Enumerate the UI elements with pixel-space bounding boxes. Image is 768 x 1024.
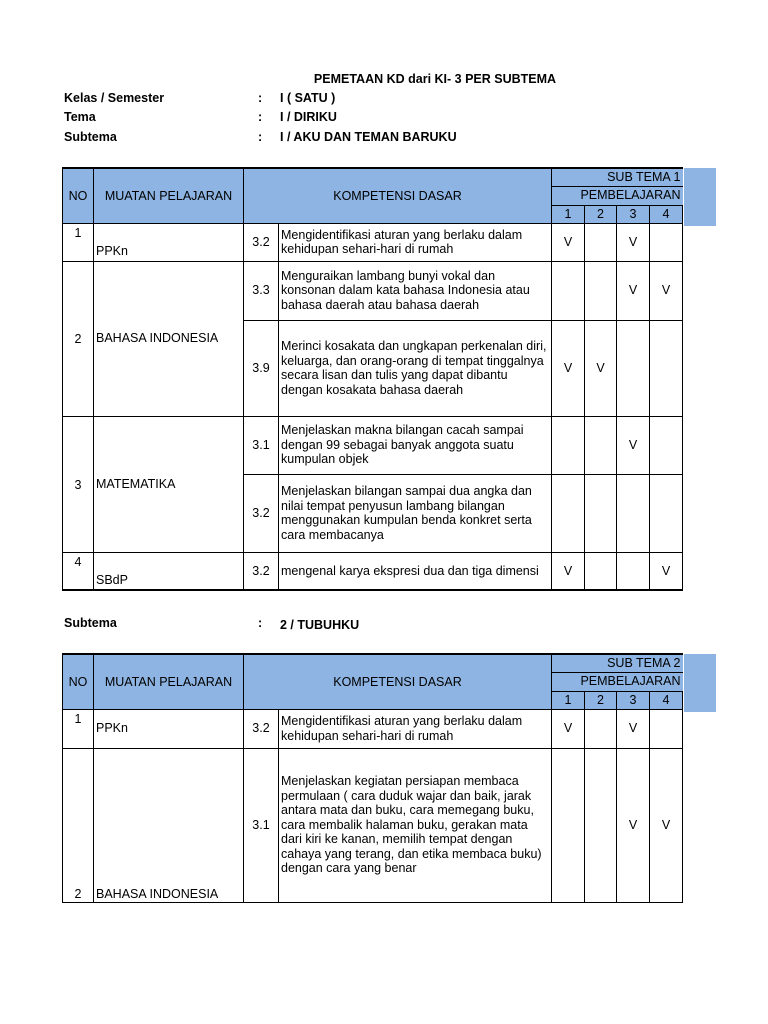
row-no: 2 xyxy=(63,748,94,902)
tema-label: Tema xyxy=(64,110,96,124)
row-no: 1 xyxy=(63,709,94,748)
check-p4 xyxy=(650,416,683,474)
kd-code: 3.3 xyxy=(244,261,279,320)
header-p2: 2 xyxy=(585,691,617,709)
header-kd: KOMPETENSI DASAR xyxy=(244,654,552,709)
check-p1: V xyxy=(552,223,585,261)
kd-code: 3.2 xyxy=(244,223,279,261)
check-p2 xyxy=(585,223,617,261)
kd-text: Merinci kosakata dan ungkapan perkenalan diri, keluarga, dan orang-orang di tempat tinggalnya secara lisan dan tulis yang dapat dibantu dengan kosakata bahasa daerah xyxy=(279,320,552,416)
kd-text: Menguraikan lambang bunyi vokal dan konsonan dalam kata bahasa Indonesia atau bahasa daerah atau bahasa daerah xyxy=(279,261,552,320)
check-p1 xyxy=(552,748,585,902)
row-no: 3 xyxy=(63,416,94,552)
check-p3: V xyxy=(617,416,650,474)
check-p4: V xyxy=(650,261,683,320)
kd-code: 3.1 xyxy=(244,416,279,474)
check-p1 xyxy=(552,416,585,474)
kd-text: Menjelaskan makna bilangan cacah sampai dengan 99 sebagai banyak anggota suatu kumpulan objek xyxy=(279,416,552,474)
kd-code: 3.2 xyxy=(244,474,279,552)
colon: : xyxy=(258,616,263,630)
header-p2: 2 xyxy=(585,205,617,223)
colon: : xyxy=(258,110,263,124)
kd-code: 3.9 xyxy=(244,320,279,416)
header-p3: 3 xyxy=(617,691,650,709)
table-row xyxy=(63,552,683,590)
check-p3: V xyxy=(617,261,650,320)
row-muatan: SBdP xyxy=(94,552,244,590)
row-muatan: PPKn xyxy=(94,709,244,748)
check-p1: V xyxy=(552,709,585,748)
header-pembelajaran: PEMBELAJARAN xyxy=(552,186,683,205)
kd-code: 3.2 xyxy=(244,709,279,748)
check-p2 xyxy=(585,416,617,474)
check-p4: V xyxy=(650,748,683,902)
check-p3: V xyxy=(617,748,650,902)
check-p2 xyxy=(585,552,617,590)
header-extension xyxy=(684,168,716,226)
header-p4: 4 xyxy=(650,691,683,709)
subtema-value: I / AKU DAN TEMAN BARUKU xyxy=(280,130,457,144)
check-p2: V xyxy=(585,320,617,416)
check-p2 xyxy=(585,474,617,552)
row-muatan: MATEMATIKA xyxy=(94,416,244,552)
header-pembelajaran: PEMBELAJARAN xyxy=(552,672,683,691)
table-row xyxy=(63,748,683,902)
check-p2 xyxy=(585,261,617,320)
kd-text: Mengidentifikasi aturan yang berlaku dalam kehidupan sehari-hari di rumah xyxy=(279,709,552,748)
check-p4 xyxy=(650,320,683,416)
header-p1: 1 xyxy=(552,691,585,709)
kelas-value: I ( SATU ) xyxy=(280,91,336,105)
header-p1: 1 xyxy=(552,205,585,223)
header-muatan: MUATAN PELAJARAN xyxy=(94,654,244,709)
header-no: NO xyxy=(63,654,94,709)
check-p1 xyxy=(552,474,585,552)
row-no: 4 xyxy=(63,552,94,590)
header-no: NO xyxy=(63,168,94,223)
check-p4 xyxy=(650,709,683,748)
colon: : xyxy=(258,130,263,144)
kd-table-subtema-2 xyxy=(62,653,683,903)
check-p1: V xyxy=(552,552,585,590)
header-p3: 3 xyxy=(617,205,650,223)
row-muatan: BAHASA INDONESIA xyxy=(94,261,244,416)
kd-table-subtema-1 xyxy=(62,167,683,591)
check-p2 xyxy=(585,709,617,748)
kd-text: Menjelaskan kegiatan persiapan membaca permulaan ( cara duduk wajar dan baik, jarak antara mata dan buku, cara memegang buku, cara membalik halaman buku, gerakan mata dari kiri ke kanan, memilih tempat dengan cahaya yang terang, dan etika membaca buku) dengan cara yang benar xyxy=(279,748,552,902)
kd-text: mengenal karya ekspresi dua dan tiga dimensi xyxy=(279,552,552,590)
check-p1: V xyxy=(552,320,585,416)
row-no: 1 xyxy=(63,223,94,261)
check-p3 xyxy=(617,474,650,552)
table-row xyxy=(63,416,683,474)
row-muatan: PPKn xyxy=(94,223,244,261)
tema-value: I / DIRIKU xyxy=(280,110,337,124)
check-p1 xyxy=(552,261,585,320)
check-p3 xyxy=(617,552,650,590)
subtema-label: Subtema xyxy=(64,130,117,144)
table-row xyxy=(63,223,683,261)
kd-code: 3.1 xyxy=(244,748,279,902)
check-p3: V xyxy=(617,223,650,261)
header-muatan: MUATAN PELAJARAN xyxy=(94,168,244,223)
header-kd: KOMPETENSI DASAR xyxy=(244,168,552,223)
check-p4 xyxy=(650,223,683,261)
kd-text: Menjelaskan bilangan sampai dua angka dan nilai tempat penyusun lambang bilangan menggunakan kumpulan benda konkret serta cara membacanya xyxy=(279,474,552,552)
subtema2-value: 2 / TUBUHKU xyxy=(280,618,360,632)
kd-code: 3.2 xyxy=(244,552,279,590)
check-p2 xyxy=(585,748,617,902)
check-p4 xyxy=(650,474,683,552)
kd-text: Mengidentifikasi aturan yang berlaku dalam kehidupan sehari-hari di rumah xyxy=(279,223,552,261)
check-p3: V xyxy=(617,709,650,748)
kelas-label: Kelas / Semester xyxy=(64,91,165,105)
header-extension xyxy=(684,654,716,712)
check-p3 xyxy=(617,320,650,416)
header-sub-tema: SUB TEMA 1 xyxy=(552,168,683,186)
page-title: PEMETAAN KD dari KI- 3 PER SUBTEMA xyxy=(313,72,557,86)
header-p4: 4 xyxy=(650,205,683,223)
colon: : xyxy=(258,91,263,105)
table-row xyxy=(63,709,683,748)
table-row xyxy=(63,261,683,320)
header-sub-tema: SUB TEMA 2 xyxy=(552,654,683,672)
check-p4: V xyxy=(650,552,683,590)
row-no: 2 xyxy=(63,261,94,416)
row-muatan: BAHASA INDONESIA xyxy=(94,748,244,902)
subtema2-label: Subtema xyxy=(64,616,117,630)
